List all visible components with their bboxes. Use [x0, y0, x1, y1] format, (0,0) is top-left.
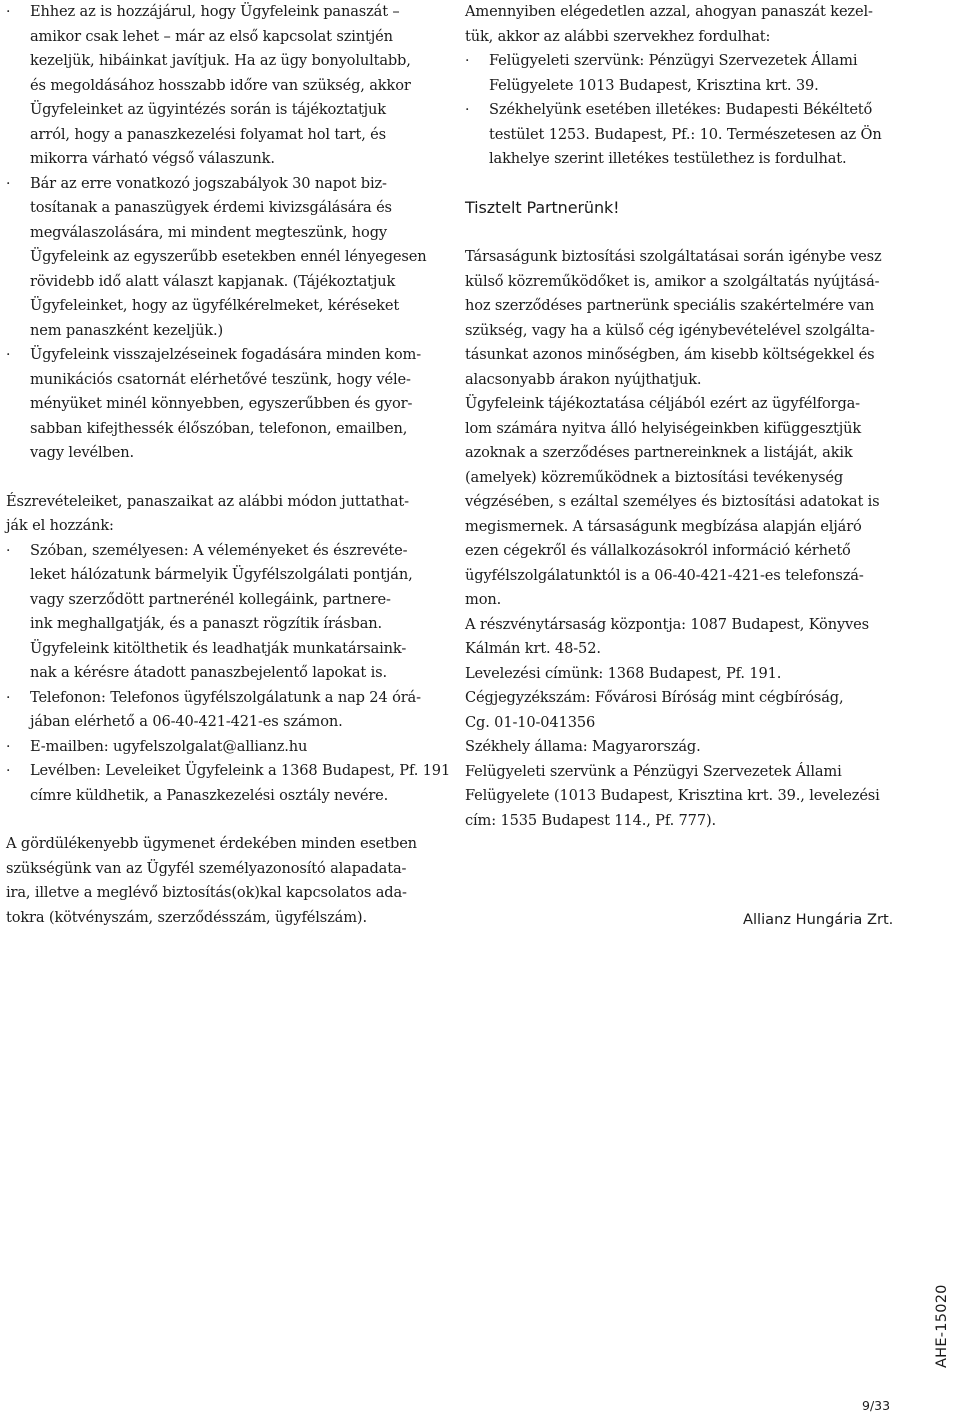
bullet-text-line: nem panaszként kezeljük.)	[30, 321, 224, 339]
authority-text-line: testület 1253. Budapest, Pf.: 10. Természetesen az Ön	[489, 125, 882, 143]
channel-text-line: Levélben: Leveleiket Ügyfeleink a 1368 Budapest, Pf. 191	[30, 762, 451, 779]
company-info-line: cím: 1535 Budapest 114., Pf. 777).	[465, 811, 716, 829]
partner-paragraph-line: (amelyek) közreműködnek a biztosítási tevékenység	[465, 468, 844, 486]
bullet-text-line: Bár az erre vonatkozó jogszabályok 30 napot biz-	[30, 174, 387, 192]
bullet-marker: ·	[6, 175, 11, 192]
bullet-text-line: Ehhez az is hozzájárul, hogy Ügyfeleink panaszát –	[30, 3, 400, 20]
channel-text-line: Ügyfeleink kitölthetik és leadhatják munkatársaink-	[30, 639, 407, 657]
bullet-text-line: rövidebb idő alatt választ kapjanak. (Tájékoztatjuk	[30, 272, 396, 290]
bullet-text-line: vagy levélben.	[30, 444, 134, 461]
partner-paragraph-line: végzésében, s ezáltal személyes és biztosítási adatokat is	[465, 493, 880, 510]
channel-text-line: címre küldhetik, a Panaszkezelési osztály nevére.	[30, 786, 389, 804]
signature-company: Allianz Hungária Zrt.	[743, 911, 894, 928]
partner-paragraph-line: mon.	[465, 591, 502, 608]
channel-text-line: Szóban, személyesen: A véleményeket és észrevéte-	[30, 541, 408, 559]
bullet-text-line: és megoldásához hosszabb időre van szükség, akkor	[30, 76, 411, 94]
partner-paragraph-line: alacsonyabb árakon nyújthatjuk.	[465, 370, 702, 388]
bullet-text-line: amikor csak lehet – már az első kapcsolat szintjén	[30, 27, 393, 45]
bullet-text-line: tosítanak a panaszügyek érdemi kivizsgálására és	[30, 199, 392, 216]
bullet-text-line: ményüket minél könnyebben, egyszerűbben és gyor-	[30, 395, 413, 412]
closing-text-line: tokra (kötvényszám, szerződésszám, ügyfélszám).	[6, 908, 367, 926]
partner-paragraph-line: szükség, vagy ha a külső cég igénybevételével szolgálta-	[465, 321, 875, 339]
partner-paragraph-line: ügyfélszolgálatunktól is a 06-40-421-421-es telefonszá-	[465, 566, 864, 584]
bullet-text-line: munikációs csatornát elérhetővé teszünk, hogy véle-	[30, 370, 411, 388]
partner-paragraph-line: hoz szerződéses partnerünk speciális szakértelmére van	[465, 297, 875, 314]
complaint-intro-line: Amennyiben elégedetlen azzal, ahogyan panaszát kezel-	[465, 3, 873, 20]
partner-paragraph-line: azoknak a szerződéses partnereinknek a listáját, akik	[465, 444, 853, 461]
closing-text-line: szükségünk van az Ügyfél személyazonosító alapadata-	[6, 859, 407, 877]
channel-text-line: Telefonon: Telefonos ügyfélszolgálatunk a nap 24 órá-	[30, 688, 421, 706]
closing-text-line: ira, illetve a meglévő biztosítás(ok)kal kapcsolatos ada-	[6, 884, 407, 901]
bullet-text-line: Ügyfeleink az egyszerűbb esetekben ennél lényegesen	[30, 248, 427, 265]
partner-paragraph-line: megismernek. A társaságunk megbízása alapján eljáró	[465, 517, 862, 535]
partner-paragraph-line: Társaságunk biztosítási szolgáltatásai során igénybe vesz	[465, 248, 882, 265]
partner-heading: Tisztelt Partnerünk!	[465, 197, 620, 217]
bullet-text-line: Ügyfeleink visszajelzéseinek fogadására minden kom-	[30, 346, 421, 363]
channels-intro-line: Észrevételeiket, panaszaikat az alábbi módon juttathat-	[6, 492, 409, 510]
channels-intro-line: ják el hozzánk:	[6, 517, 114, 534]
bullet-marker: ·	[6, 4, 11, 20]
bullet-marker: ·	[6, 347, 11, 363]
channel-text-line: jában elérhető a 06-40-421-421-es számon.	[30, 713, 343, 730]
company-info-line: Levelezési címünk: 1368 Budapest, Pf. 191.	[465, 664, 782, 682]
bullet-marker: ·	[6, 689, 11, 706]
page-number: 9/33	[862, 1398, 891, 1413]
channel-text-line: vagy szerződött partnerénél kollegáink, partnere-	[30, 590, 391, 608]
authority-text-line: Székhelyünk esetében illetékes: Budapesti Békéltető	[489, 101, 873, 118]
document-id: AHE-15020	[933, 1284, 950, 1368]
closing-text-line: A gördülékenyebb ügymenet érdekében minden esetben	[6, 835, 417, 852]
bullet-text-line: megválaszolására, mi mindent megteszünk, hogy	[30, 223, 387, 241]
authority-text-line: Felügyeleti szervünk: Pénzügyi Szervezetek Állami	[489, 52, 858, 69]
company-info-line: A részvénytársaság központja: 1087 Budapest, Könyves	[465, 615, 869, 633]
bullet-marker: ·	[6, 738, 11, 755]
bullet-text-line: arról, hogy a panaszkezelési folyamat hol tart, és	[30, 125, 387, 143]
channel-text-line: leket hálózatunk bármelyik Ügyfélszolgálati pontján,	[30, 566, 413, 583]
bullet-text-line: kezeljük, hibáinkat javítjuk. Ha az ügy bonyolultabb,	[30, 52, 411, 69]
company-info-line: Felügyeleti szervünk a Pénzügyi Szervezetek Állami	[465, 762, 842, 780]
bullet-text-line: Ügyfeleinket az ügyintézés során is tájékoztatjuk	[30, 101, 386, 118]
channel-text-line: ink meghallgatják, és a panaszt rögzítik írásban.	[30, 615, 383, 632]
bullet-text-line: Ügyfeleinket, hogy az ügyfélkérelmeket, kéréseket	[30, 297, 400, 314]
company-info-line: Székhely állama: Magyarország.	[465, 738, 701, 755]
partner-paragraph-line: Ügyfeleink tájékoztatása céljából ezért az ügyfélforga-	[465, 395, 860, 412]
company-info-line: Felügyelete (1013 Budapest, Krisztina krt. 39., levelezési	[465, 787, 880, 804]
bullet-marker: ·	[6, 763, 11, 779]
company-info-line: Cégjegyzékszám: Fővárosi Bíróság mint cégbíróság,	[465, 689, 844, 706]
authority-text-line: lakhelye szerint illetékes testülethez is fordulhat.	[489, 150, 847, 167]
partner-paragraph-line: tásunkat azonos minőségben, ám kisebb költségekkel és	[465, 346, 875, 363]
bullet-marker: ·	[465, 53, 470, 69]
partner-paragraph-line: külső közreműködőket is, amikor a szolgáltatás nyújtásá-	[465, 272, 880, 290]
company-info-line: Kálmán krt. 48-52.	[465, 640, 601, 657]
bullet-marker: ·	[465, 102, 470, 118]
channel-text-line: E-mailben: ugyfelszolgalat@allianz.hu	[30, 737, 308, 755]
bullet-marker: ·	[6, 542, 11, 559]
bullet-text-line: sabban kifejthessék élőszóban, telefonon, emailben,	[30, 419, 408, 437]
channel-text-line: nak a kérésre átadott panaszbejelentő lapokat is.	[30, 664, 387, 681]
partner-paragraph-line: lom számára nyitva álló helyiségeinkben kifüggesztjük	[465, 419, 862, 437]
bullet-text-line: mikorra várható végső válaszunk.	[30, 150, 275, 167]
company-info-line: Cg. 01-10-041356	[465, 713, 596, 731]
complaint-intro-line: tük, akkor az alábbi szervekhez fordulhat:	[465, 27, 771, 45]
authority-text-line: Felügyelete 1013 Budapest, Krisztina krt. 39.	[489, 76, 819, 94]
partner-paragraph-line: ezen cégekről és vállalkozásokról információ kérhető	[465, 542, 851, 559]
